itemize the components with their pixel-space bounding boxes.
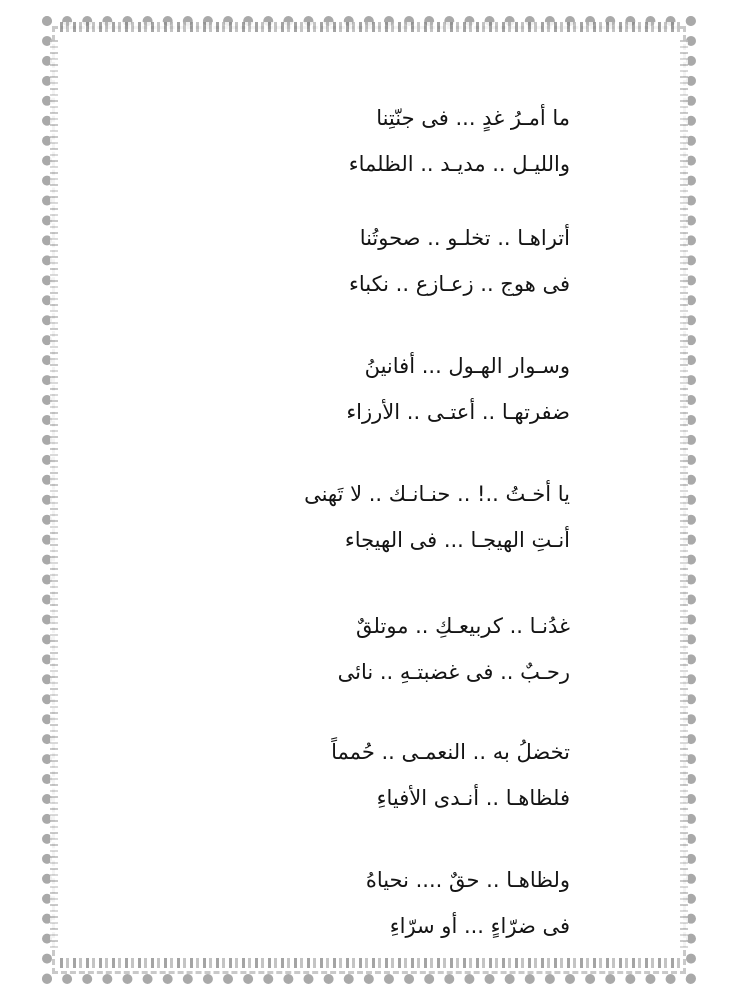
border-top-ornament [60,22,680,32]
verse-line: فلظاهـا .. أنـدى الأفياءِ [376,786,570,810]
verse-line: أنـتِ الهيجـا ... فى الهيجاء [344,528,570,552]
verse-line: تخضلُ به .. النعمـى .. حُمماً [331,740,570,764]
verse-line: ضفرتهـا .. أعتـى .. الأرزاء [346,400,570,424]
stanza-5 [170,603,570,695]
stanza-2 [170,215,570,307]
verse-line: فى هوج .. زعـازع .. نكباء [348,272,570,296]
verse-line: وسـوار الهـول ... أفانينُ [364,354,570,378]
border-right-ornament [680,40,688,950]
stanza-7 [170,857,570,949]
verse-line: غدُنـا .. كربيعـكِ .. موتلقٌ [356,614,570,638]
stanza-1 [170,95,570,187]
stanza-3 [170,343,570,435]
border-bottom-ornament [60,958,680,968]
border-left-ornament [50,40,58,950]
verse-line: ما أمـرُ غدٍ ... فى جنّتِنا [376,106,570,130]
verse-line: فى ضرّاءٍ ... أو سرّاءِ [389,914,570,938]
stanza-4 [170,471,570,563]
verse-line: رحـبٌ .. فى غضبتـهِ .. نائى [337,660,570,684]
verse-line: أتراهـا .. تخلـو .. صحوتُنا [359,226,570,250]
stanza-6 [170,729,570,821]
verse-line: والليـل .. مديـد .. الظلماء [348,152,570,176]
verse-line: ولظاهـا .. حقٌ .... نحياهُ [365,868,570,892]
verse-line: يا أخـتُ ..! .. حنـانـك .. لا تَهنى [304,482,570,506]
